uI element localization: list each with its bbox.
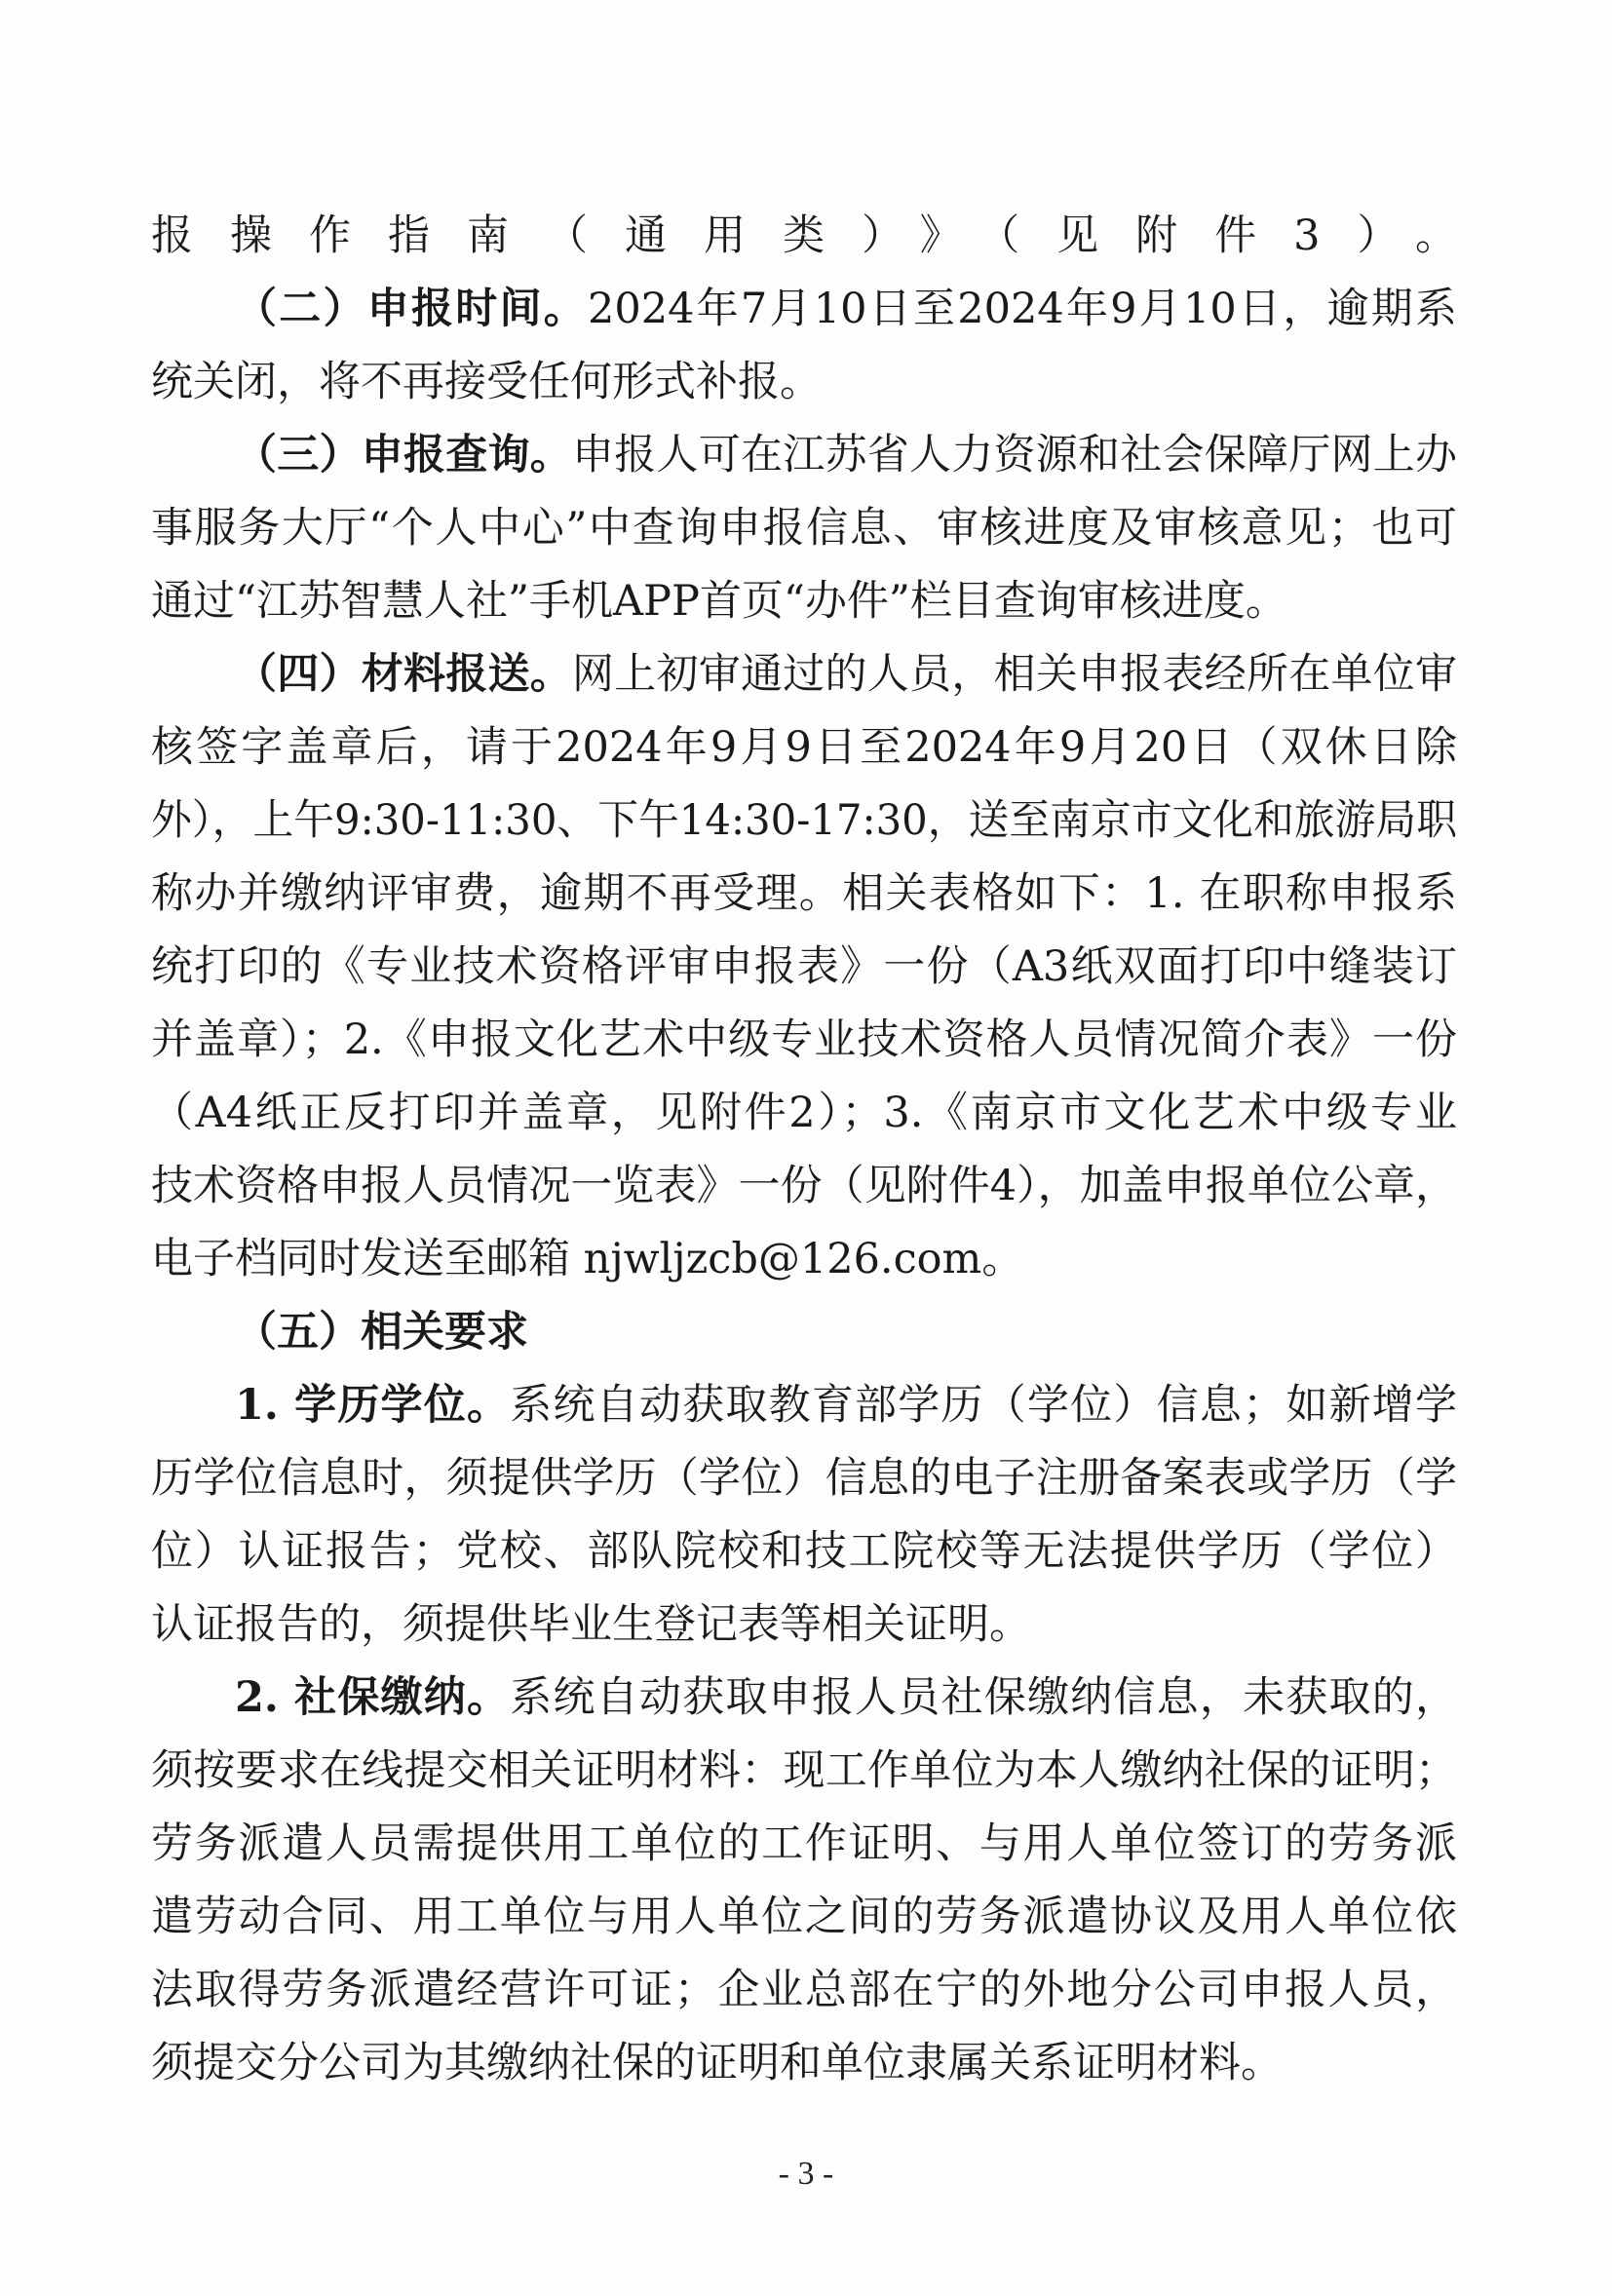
text-line: 须按要求在线提交相关证明材料：现工作单位为本人缴纳社保的证明； [151,1746,1457,1795]
page-number: - 3 - [778,2156,834,2192]
paragraph-line [151,1296,1457,1369]
text-line: （A4纸正反打印并盖章，见附件2）；3.《南京市文化艺术中级专业 [151,1089,1457,1137]
section-heading: （二）申报时间。 [234,285,588,333]
text-line: 称办并缴纳评审费，逾期不再受理。相关表格如下：1. 在职称申报系 [151,869,1457,918]
text-line: 法取得劳务派遣经营许可证；企业总部在宁的外地分公司申报人员， [151,1966,1457,2014]
subsection-heading: 1. 学历学位。 [235,1381,511,1430]
text-line: 电子档同时发送至邮箱 njwljzcb@126.com。 [151,1235,1024,1283]
paragraph-line: 1. 学历学位。系统自动获取教育部学历（学位）信息；如新增学 [235,1381,1457,1430]
section-heading: （三）申报查询。 [235,431,572,479]
section-heading: （五）相关要求 [235,1308,528,1357]
text-line: 事服务大厅“个人中心”中查询申报信息、审核进度及审核意见；也可 [151,504,1457,553]
text-line: 统打印的《专业技术资格评审申报表》一份（A3纸双面打印中缝装订 [151,942,1457,991]
text-line: 认证报告的，须提供毕业生登记表等相关证明。 [151,1600,1031,1649]
paragraph-line: （四）材料报送。网上初审通过的人员，相关申报表经所在单位审 [235,650,1457,699]
section-heading: （四）材料报送。 [235,650,572,699]
text-line: 位）认证报告；党校、部队院校和技工院校等无法提供学历（学位） [151,1527,1457,1576]
document-body [151,200,1457,2100]
text-line: 须提交分公司为其缴纳社保的证明和单位隶属关系证明材料。 [151,2039,1283,2087]
text-line: 技术资格申报人员情况一览表》一份（见附件4），加盖申报单位公章， [151,1162,1457,1210]
text-line: 历学位信息时，须提供学历（学位）信息的电子注册备案表或学历（学 [151,1454,1457,1503]
text-line: 通过“江苏智慧人社”手机APP首页“办件”栏目查询审核进度。 [151,577,1287,626]
text-line: 核签字盖章后，请于2024年9月9日至2024年9月20日（双休日除 [151,723,1457,772]
text-line: 报操作指南（通用类）》（见附件3）。 [151,211,1457,260]
text-line: 遣劳动合同、用工单位与用人单位之间的劳务派遣协议及用人单位依 [151,1893,1457,1941]
text-line: 并盖章）；2.《申报文化艺术中级专业技术资格人员情况简介表》一份 [151,1015,1457,1064]
text-line: 劳务派遣人员需提供用工单位的工作证明、与用人单位签订的劳务派 [151,1819,1457,1868]
subsection-heading: 2. 社保缴纳。 [235,1673,511,1722]
text-line: 统关闭，将不再接受任何形式补报。 [151,358,822,406]
paragraph-line: （三）申报查询。申报人可在江苏省人力资源和社会保障厅网上办 [235,431,1457,479]
paragraph-line: 2. 社保缴纳。系统自动获取申报人员社保缴纳信息，未获取的， [235,1673,1457,1722]
paragraph-line: （二）申报时间。2024年7月10日至2024年9月10日，逾期系 [234,285,1457,333]
text-line: 外），上午9:30-11:30、下午14:30-17:30，送至南京市文化和旅游局职 [151,796,1457,845]
